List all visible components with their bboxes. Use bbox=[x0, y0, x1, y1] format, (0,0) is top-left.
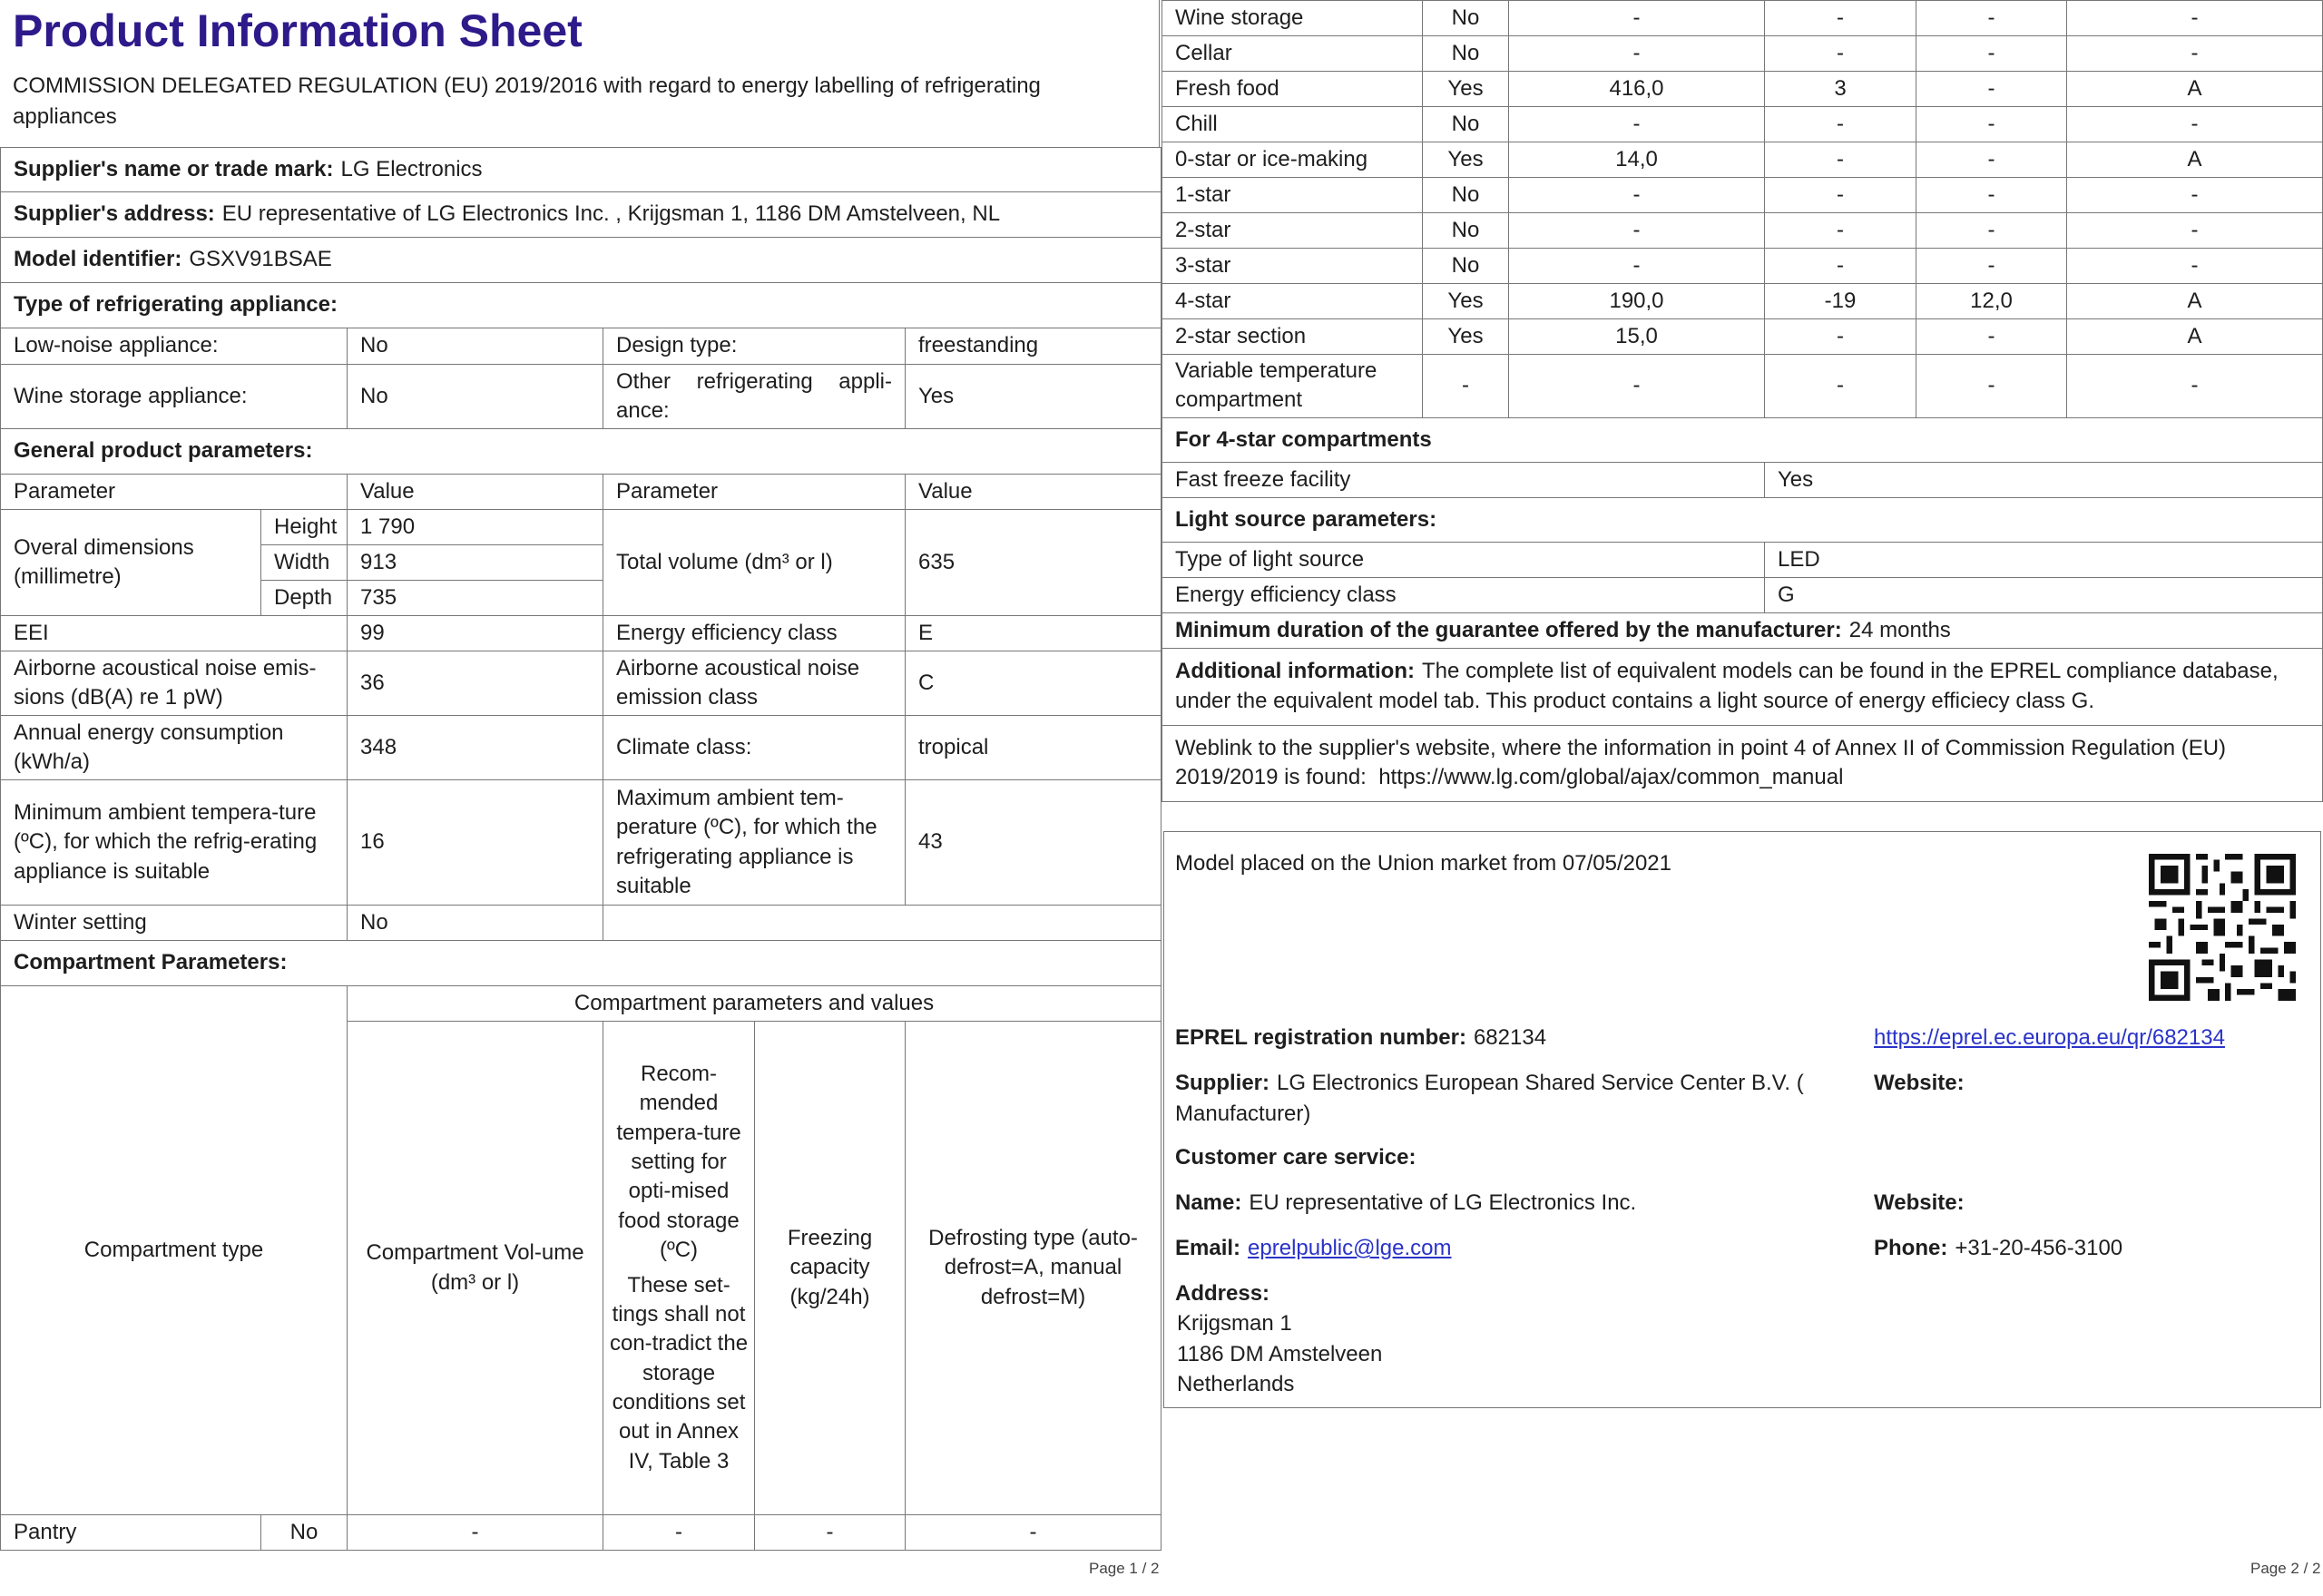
eei-row bbox=[1, 616, 1162, 651]
regulation-subtitle: COMMISSION DELEGATED REGULATION (EU) 2019/2016 with regard to energy labelling of refrigerating appliances bbox=[13, 73, 1041, 129]
light-source-heading-row bbox=[1162, 497, 2323, 542]
page-1-footer: Page 1 / 2 bbox=[1089, 1560, 1160, 1577]
compartment-volume: - bbox=[1509, 36, 1765, 72]
min-temperature-label: Minimum ambient tempera-ture (ºC), for which the refrig-erating appliance is suitable bbox=[1, 780, 348, 906]
compartment-name: Wine storage bbox=[1162, 1, 1423, 36]
compartment-freezing: - bbox=[1916, 178, 2067, 213]
compartment-name: Chill bbox=[1162, 107, 1423, 142]
compartment-temperature: -19 bbox=[1765, 284, 1916, 319]
noise-label: Airborne acoustical noise emis-sions (dB(A) re 1 pW) bbox=[1, 651, 348, 716]
supplier-value: LG Electronics European Shared Service Center B.V. ( Manufacturer) bbox=[1175, 1071, 1804, 1126]
parameter-header-2: Parameter bbox=[603, 475, 906, 510]
customer-website-label bbox=[1874, 1188, 1965, 1219]
wine-storage-label: Wine storage appliance: bbox=[1, 365, 348, 429]
other-appliance-label: Other refrigerating appli-ance: bbox=[603, 365, 906, 429]
name-label: Name: bbox=[1175, 1190, 1242, 1215]
light-class-row bbox=[1162, 577, 2323, 612]
compartment-temperature: - bbox=[1765, 213, 1916, 249]
compartment-temperature: - bbox=[1765, 249, 1916, 284]
compartment-volume: 416,0 bbox=[1509, 72, 1765, 107]
fast-freeze-row bbox=[1162, 462, 2323, 497]
compartment-freezing: - bbox=[1916, 319, 2067, 355]
recommended-temperature-text: Recom-mended tempera-ture setting for opti-mised food storage (ºC) bbox=[616, 1061, 741, 1263]
light-source-heading: Light source parameters: bbox=[1175, 506, 1437, 532]
compartment-defrost: A bbox=[2067, 284, 2323, 319]
compartment-present: No bbox=[1423, 36, 1509, 72]
email-label: Email: bbox=[1175, 1236, 1241, 1260]
compartment-parameters-heading: Compartment Parameters: bbox=[14, 950, 288, 975]
compartment-row bbox=[1162, 284, 2323, 319]
noise-row bbox=[1, 651, 1162, 716]
page-title: Product Information Sheet bbox=[13, 5, 583, 56]
appliance-type-heading: Type of refrigerating appliance: bbox=[14, 292, 338, 318]
noise-class-label: Airborne acoustical noise emission class bbox=[603, 651, 906, 716]
compartment-temperature: 3 bbox=[1765, 72, 1916, 107]
noise-class-value: C bbox=[906, 651, 1162, 716]
phone-value: +31-20-456-3100 bbox=[1955, 1236, 2123, 1260]
compartment-freezing: - bbox=[1916, 36, 2067, 72]
fast-freeze-value: Yes bbox=[1765, 462, 2323, 497]
eei-label: EEI bbox=[1, 616, 348, 651]
additional-info-row bbox=[1162, 648, 2323, 725]
compartment-name: 1-star bbox=[1162, 178, 1423, 213]
total-volume-value: 635 bbox=[906, 510, 1162, 616]
depth-label: Depth bbox=[261, 581, 348, 616]
compartment-freezing: - bbox=[1916, 142, 2067, 178]
eprel-registration bbox=[1175, 1023, 1546, 1053]
energy-class-label: Energy efficiency class bbox=[603, 616, 906, 651]
wine-storage-value: No bbox=[348, 365, 603, 429]
pantry-row bbox=[1, 1515, 1162, 1551]
compartment-row bbox=[1162, 36, 2323, 72]
guarantee-value: 24 months bbox=[1848, 617, 1951, 642]
model-identifier-label: Model identifier: bbox=[14, 247, 182, 272]
compartment-params-header-row bbox=[1, 986, 1162, 1022]
model-identifier-value: GSXV91BSAE bbox=[189, 247, 332, 272]
pantry-present: No bbox=[261, 1515, 348, 1551]
compartment-freezing: - bbox=[1916, 72, 2067, 107]
depth-value: 735 bbox=[348, 581, 603, 616]
compartment-temperature: - bbox=[1765, 142, 1916, 178]
design-type-value: freestanding bbox=[906, 328, 1162, 365]
customer-care-label bbox=[1175, 1142, 1416, 1173]
compartment-defrost: - bbox=[2067, 213, 2323, 249]
compartment-row bbox=[1162, 355, 2323, 418]
phone-label: Phone: bbox=[1874, 1236, 1948, 1260]
light-class-value: G bbox=[1765, 577, 2323, 612]
width-value: 913 bbox=[348, 545, 603, 581]
eprel-number: 682134 bbox=[1473, 1025, 1547, 1050]
compartment-present: Yes bbox=[1423, 72, 1509, 107]
compartment-name: 0-star or ice-making bbox=[1162, 142, 1423, 178]
compartment-temperature: - bbox=[1765, 107, 1916, 142]
compartment-defrost: - bbox=[2067, 107, 2323, 142]
address-label bbox=[1175, 1278, 1269, 1309]
eprel-info-box bbox=[1163, 831, 2321, 1408]
width-label: Width bbox=[261, 545, 348, 581]
pantry-volume: - bbox=[348, 1515, 603, 1551]
light-class-label: Energy efficiency class bbox=[1162, 577, 1765, 612]
compartment-present: No bbox=[1423, 1, 1509, 36]
compartment-row bbox=[1162, 1, 2323, 36]
product-info-table bbox=[0, 147, 1162, 986]
wine-storage-row bbox=[1, 365, 1162, 429]
page-2-footer: Page 2 / 2 bbox=[2250, 1560, 2321, 1577]
market-date-text: Model placed on the Union market from 07/05/2021 bbox=[1175, 851, 1671, 876]
compartment-present: No bbox=[1423, 213, 1509, 249]
low-noise-row bbox=[1, 328, 1162, 365]
additional-info-label: Additional information: bbox=[1175, 659, 1415, 684]
compartment-row bbox=[1162, 107, 2323, 142]
pantry-compartment-name: Pantry bbox=[1, 1515, 261, 1551]
compartment-present: - bbox=[1423, 355, 1509, 418]
four-star-heading-row bbox=[1162, 417, 2323, 462]
max-temperature-label: Maximum ambient tem-perature (ºC), for which the refrigerating appliance is suitable bbox=[603, 780, 906, 906]
supplier-website-label-text: Website: bbox=[1874, 1071, 1965, 1095]
compartment-temperature: - bbox=[1765, 1, 1916, 36]
dimensions-label: Overal dimensions (millimetre) bbox=[1, 510, 261, 616]
compartment-row bbox=[1162, 213, 2323, 249]
min-temperature-value: 16 bbox=[348, 780, 603, 906]
compartment-volume: - bbox=[1509, 249, 1765, 284]
parameter-header: Parameter bbox=[1, 475, 348, 510]
winter-setting-row bbox=[1, 906, 1162, 941]
annual-energy-value: 348 bbox=[348, 716, 603, 780]
annual-energy-row bbox=[1, 716, 1162, 780]
supplier-info bbox=[1175, 1068, 1828, 1129]
dimension-height-row bbox=[1, 510, 1162, 545]
climate-class-label: Climate class: bbox=[603, 716, 906, 780]
compartment-present: No bbox=[1423, 178, 1509, 213]
climate-class-value: tropical bbox=[906, 716, 1162, 780]
other-appliance-value: Yes bbox=[906, 365, 1162, 429]
recommended-temperature-header bbox=[603, 1022, 755, 1515]
supplier-address-value: EU representative of LG Electronics Inc. , Krijgsman 1, 1186 DM Amstelveen, NL bbox=[221, 201, 1001, 227]
weblink-row bbox=[1162, 725, 2323, 801]
email-info bbox=[1175, 1233, 1452, 1264]
defrosting-type-header: Defrosting type (auto-defrost=A, manual defrost=M) bbox=[906, 1022, 1162, 1515]
compartment-defrost: - bbox=[2067, 36, 2323, 72]
compartment-temperature: - bbox=[1765, 355, 1916, 418]
compartment-heading-row bbox=[1, 941, 1162, 986]
page-2 bbox=[1162, 0, 2323, 1596]
compartment-defrost: A bbox=[2067, 319, 2323, 355]
customer-website-label-text: Website: bbox=[1874, 1190, 1965, 1215]
compartment-temperature: - bbox=[1765, 36, 1916, 72]
eprel-link[interactable]: https://eprel.ec.europa.eu/qr/682134 bbox=[1874, 1025, 2225, 1050]
guarantee-label: Minimum duration of the guarantee offered by the manufacturer: bbox=[1175, 617, 1842, 642]
address-line-2: 1186 DM Amstelveen bbox=[1177, 1341, 1383, 1366]
compartment-temperature: - bbox=[1765, 319, 1916, 355]
total-volume-label: Total volume (dm³ or l) bbox=[603, 510, 906, 616]
address-line-3: Netherlands bbox=[1177, 1372, 1295, 1397]
compartment-freezing: 12,0 bbox=[1916, 284, 2067, 319]
compartment-volume-header: Compartment Vol-ume (dm³ or l) bbox=[348, 1022, 603, 1515]
compartment-defrost: - bbox=[2067, 1, 2323, 36]
compartment-name: 4-star bbox=[1162, 284, 1423, 319]
eprel-label: EPREL registration number: bbox=[1175, 1025, 1466, 1050]
general-parameters-heading-row bbox=[1, 429, 1162, 475]
compartment-name: 2-star bbox=[1162, 213, 1423, 249]
compartment-defrost: - bbox=[2067, 178, 2323, 213]
compartment-volume: - bbox=[1509, 1, 1765, 36]
compartment-defrost: - bbox=[2067, 249, 2323, 284]
model-identifier-row bbox=[1, 238, 1162, 283]
low-noise-label: Low-noise appliance: bbox=[1, 328, 348, 365]
compartment-row bbox=[1162, 249, 2323, 284]
light-type-label: Type of light source bbox=[1162, 542, 1765, 577]
fast-freeze-label: Fast freeze facility bbox=[1162, 462, 1765, 497]
compartment-volume: - bbox=[1509, 178, 1765, 213]
compartment-freezing: - bbox=[1916, 355, 2067, 418]
pantry-temperature: - bbox=[603, 1515, 755, 1551]
height-label: Height bbox=[261, 510, 348, 545]
compartment-row bbox=[1162, 178, 2323, 213]
address-line-1: Krijgsman 1 bbox=[1177, 1311, 1292, 1336]
compartment-volume: - bbox=[1509, 107, 1765, 142]
compartment-freezing: - bbox=[1916, 213, 2067, 249]
customer-name bbox=[1175, 1188, 1636, 1219]
pantry-defrost: - bbox=[906, 1515, 1162, 1551]
weblink-url[interactable]: https://www.lg.com/global/ajax/common_manual bbox=[1378, 765, 1844, 790]
light-type-value: LED bbox=[1765, 542, 2323, 577]
compartment-freezing: - bbox=[1916, 249, 2067, 284]
qr-code-icon[interactable] bbox=[2149, 854, 2296, 1001]
supplier-name-row bbox=[1, 148, 1162, 192]
pantry-freezing: - bbox=[755, 1515, 906, 1551]
compartment-type-header: Compartment type bbox=[1, 986, 348, 1515]
compartment-defrost: A bbox=[2067, 72, 2323, 107]
compartment-name: Fresh food bbox=[1162, 72, 1423, 107]
max-temperature-value: 43 bbox=[906, 780, 1162, 906]
compartment-row bbox=[1162, 142, 2323, 178]
supplier-label: Supplier: bbox=[1175, 1071, 1270, 1095]
general-parameters-heading: General product parameters: bbox=[14, 438, 313, 464]
parameter-header-row bbox=[1, 475, 1162, 510]
compartment-row bbox=[1162, 319, 2323, 355]
compartment-present: No bbox=[1423, 249, 1509, 284]
noise-value: 36 bbox=[348, 651, 603, 716]
compartment-temperature: - bbox=[1765, 178, 1916, 213]
light-type-row bbox=[1162, 542, 2323, 577]
compartment-defrost: A bbox=[2067, 142, 2323, 178]
compartment-volume: 15,0 bbox=[1509, 319, 1765, 355]
supplier-address-label: Supplier's address: bbox=[14, 201, 215, 227]
supplier-address-row bbox=[1, 192, 1162, 238]
annual-energy-label: Annual energy consumption (kWh/a) bbox=[1, 716, 348, 780]
freezing-capacity-header: Freezing capacity (kg/24h) bbox=[755, 1022, 906, 1515]
compartment-present: No bbox=[1423, 107, 1509, 142]
email-link[interactable]: eprelpublic@lge.com bbox=[1248, 1236, 1452, 1260]
address-label-text: Address: bbox=[1175, 1281, 1270, 1306]
compartment-row bbox=[1162, 72, 2323, 107]
additional-info-value: The complete list of equivalent models can be found in the EPREL compliance database, under the equivalent model tab. This product contains a light source of energy efficiecy class G. bbox=[1175, 659, 2279, 713]
compartment-present: Yes bbox=[1423, 319, 1509, 355]
compartment-volume: 14,0 bbox=[1509, 142, 1765, 178]
storage-conditions-note: These set-tings shall not con-tradict the storage conditions set out in Annex IV, Table 3 bbox=[609, 1272, 749, 1474]
height-value: 1 790 bbox=[348, 510, 603, 545]
supplier-name-value: LG Electronics bbox=[340, 156, 483, 181]
compartment-volume: 190,0 bbox=[1509, 284, 1765, 319]
low-noise-value: No bbox=[348, 328, 603, 365]
design-type-label: Design type: bbox=[603, 328, 906, 365]
winter-setting-value: No bbox=[348, 906, 603, 941]
four-star-heading: For 4-star compartments bbox=[1175, 426, 1432, 452]
empty-cell bbox=[603, 906, 1162, 941]
winter-setting-label: Winter setting bbox=[1, 906, 348, 941]
compartment-values-table bbox=[1162, 0, 2323, 802]
eei-value: 99 bbox=[348, 616, 603, 651]
compartment-header-table bbox=[0, 985, 1162, 1551]
weblink-text: Weblink to the supplier's website, where the information in point 4 of Annex II of Commission Regulation (EU) 2019/2019 is found: bbox=[1175, 735, 2227, 790]
energy-class-value: E bbox=[906, 616, 1162, 651]
compartment-name: Variable temperature compartment bbox=[1162, 355, 1423, 418]
ambient-temperature-row bbox=[1, 780, 1162, 906]
compartment-volume: - bbox=[1509, 213, 1765, 249]
supplier-website-label bbox=[1874, 1068, 1965, 1099]
customer-care-label-text: Customer care service: bbox=[1175, 1145, 1416, 1170]
address-block bbox=[1177, 1308, 1382, 1400]
compartment-defrost: - bbox=[2067, 355, 2323, 418]
compartment-name: Cellar bbox=[1162, 36, 1423, 72]
supplier-name-label: Supplier's name or trade mark: bbox=[14, 156, 334, 181]
guarantee-row bbox=[1162, 612, 2323, 648]
compartment-freezing: - bbox=[1916, 1, 2067, 36]
phone-info bbox=[1874, 1233, 2122, 1264]
title-block bbox=[0, 0, 1160, 148]
value-header-2: Value bbox=[906, 475, 1162, 510]
name-value: EU representative of LG Electronics Inc. bbox=[1249, 1190, 1637, 1215]
compartment-params-header: Compartment parameters and values bbox=[348, 986, 1162, 1022]
compartment-name: 2-star section bbox=[1162, 319, 1423, 355]
compartment-present: Yes bbox=[1423, 142, 1509, 178]
appliance-type-heading-row bbox=[1, 283, 1162, 328]
compartment-volume: - bbox=[1509, 355, 1765, 418]
compartment-present: Yes bbox=[1423, 284, 1509, 319]
compartment-freezing: - bbox=[1916, 107, 2067, 142]
compartment-name: 3-star bbox=[1162, 249, 1423, 284]
value-header: Value bbox=[348, 475, 603, 510]
